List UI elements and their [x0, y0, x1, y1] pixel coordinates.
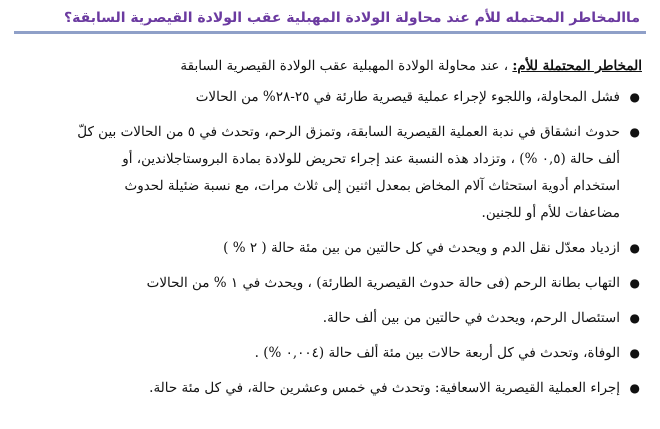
list-item [10, 340, 642, 367]
list-item [10, 270, 642, 297]
bullet-icon: ● [629, 276, 640, 290]
list-item-text: استخدام أدوية استحثاث آلام المخاض بمعدل اثنين إلى ثلاث مرات، مع نسبة ضئيلة لحدوث [124, 178, 620, 194]
list-item-text: ازدياد معدّل نقل الدم و ويحدث في كل حالتين من بين مئة حالة ( ٢ % ) [223, 240, 620, 256]
list-item [10, 235, 642, 262]
intro-line [16, 56, 642, 76]
list-item [10, 119, 642, 227]
list-item [10, 84, 642, 111]
intro-lead: المخاطر المحتملة للأم: [512, 58, 642, 74]
list-item [10, 375, 642, 402]
document-title: ماالمخاطر المحتمله للأم عند محاولة الولادة المهبلية عقب الولادة القيصرية السابقة؟ [64, 9, 640, 26]
list-item-text: ألف حالة (٠,٥ %) ، وتزداد هذه النسبة عند إجراء تحريض للولادة بمادة البروستاجلاندين، أو [122, 151, 620, 167]
list-item-text: إجراء العملية القيصرية الاسعافية: وتحدث في خمس وعشرين حالة، في كل مئة حالة. [149, 380, 620, 396]
bullet-icon: ● [629, 311, 640, 325]
bullet-icon: ● [629, 241, 640, 255]
list-item-text: حدوث انشقاق في ندبة العملية القيصرية السابقة، وتمزق الرحم، وتحدث في ٥ من الحالات بين كلّ [77, 124, 620, 140]
bullet-icon: ● [629, 346, 640, 360]
intro-rest: ، عند محاولة الولادة المهبلية عقب الولادة القيصرية السابقة [180, 58, 513, 74]
list-item-text: التهاب بطانة الرحم (فى حالة حدوث القيصرية الطارئة) ، ويحدث في ١ % من الحالات [146, 275, 620, 291]
list-item-text: استئصال الرحم، ويحدث في حالتين من بين ألف حالة. [322, 310, 620, 326]
bullet-icon: ● [629, 90, 640, 104]
list-item [10, 305, 642, 332]
list-item-text: فشل المحاولة، واللجوء لإجراء عملية قيصرية طارئة في ٢٥-٢٨% من الحالات [195, 89, 620, 105]
list-item-text: الوفاة، وتحدث في كل أربعة حالات بين مئة ألف حالة (٠,٠٠٤ %) . [254, 345, 620, 361]
bullet-icon: ● [629, 125, 640, 139]
risk-list [10, 84, 642, 410]
document-title-bar [14, 4, 646, 34]
bullet-icon: ● [629, 381, 640, 395]
list-item-text: مضاعفات للأم أو للجنين. [481, 205, 620, 221]
